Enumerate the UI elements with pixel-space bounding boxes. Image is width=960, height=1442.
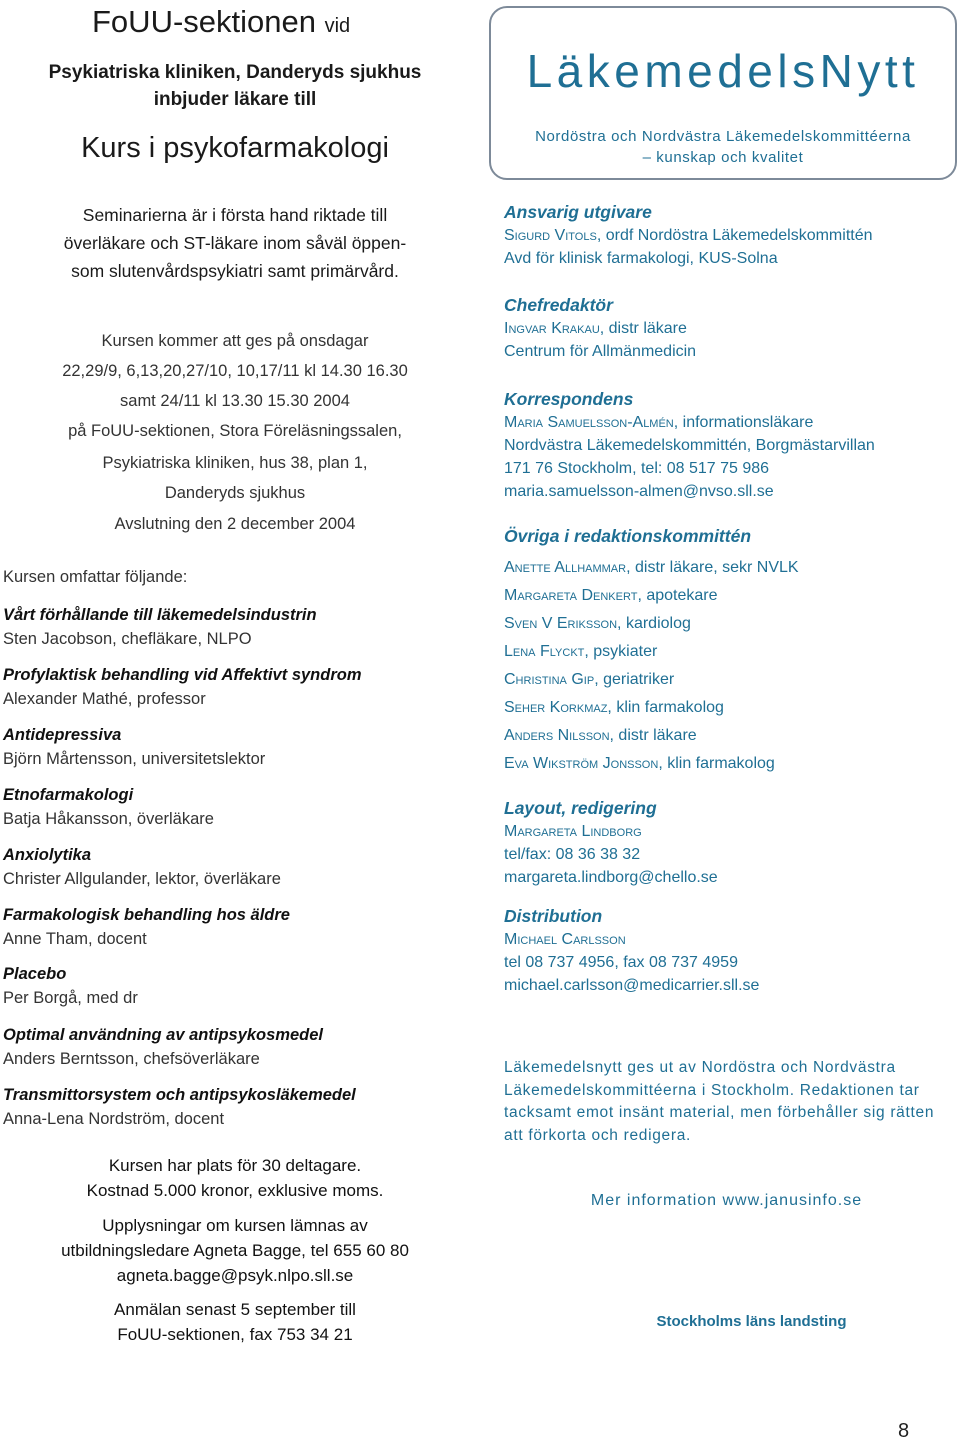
topic-title: Vårt förhållande till läkemedelsindustrin (3, 606, 317, 624)
masthead-subtitle-line-2: – kunskap och kvalitet (642, 149, 804, 166)
topic-item (3, 1023, 468, 1071)
member-role: , geriatriker (594, 671, 675, 688)
member-role: , kardiolog (617, 615, 691, 632)
person-role: , informationsläkare (673, 414, 814, 431)
topic-item (3, 663, 468, 711)
person-name: Michael Carlsson (504, 931, 626, 948)
topic-title: Farmakologisk behandling hos äldre (3, 906, 290, 924)
topic-title: Optimal användning av antipsykosmedel (3, 1026, 324, 1044)
topic-speaker: Björn Mårtensson, universitetslektor (3, 750, 266, 768)
section-redaktionskommitten (504, 524, 954, 778)
info-email: agneta.bagge@psyk.nlpo.sll.se (116, 1266, 354, 1285)
organizer-title (92, 4, 350, 40)
topic-speaker: Anna-Lena Nordström, docent (3, 1110, 225, 1128)
topic-title: Transmittorsystem och antipsykosläkemedel (3, 1086, 356, 1104)
section-chefredaktor (504, 293, 954, 363)
topic-speaker: Batja Håkansson, överläkare (3, 810, 214, 828)
schedule-line-2: 22,29/9, 6,13,20,27/10, 10,17/11 kl 14.30 16.30 (62, 362, 408, 380)
host-line-1: Psykiatriska kliniken, Danderyds sjukhus (48, 62, 422, 83)
info-line-1: Upplysningar om kursen lämnas av (102, 1216, 368, 1235)
committee-member (504, 750, 954, 778)
person-name: Maria Samuelsson-Almén (504, 414, 674, 431)
schedule-line-5: Psykiatriska kliniken, hus 38, plan 1, (102, 454, 368, 472)
member-role: , psykiater (584, 643, 658, 660)
topic-title: Anxiolytika (3, 846, 92, 864)
committee-member (504, 638, 954, 666)
schedule-line-4: på FoUU-sektionen, Stora Föreläsningssalen, (68, 422, 402, 440)
capacity-line-1: Kursen har plats för 30 deltagare. (108, 1156, 362, 1175)
publisher-name: Stockholms läns landsting (656, 1313, 847, 1330)
capacity-line-2: Kostnad 5.000 kronor, exklusive moms. (86, 1181, 384, 1200)
member-name: Christina Gip (504, 671, 595, 688)
schedule-line-7: Avslutning den 2 december 2004 (114, 515, 356, 533)
topic-item (3, 723, 468, 771)
schedule-line-3: samt 24/11 kl 13.30 15.30 2004 (120, 392, 350, 410)
committee-member (504, 582, 954, 610)
member-role: , distr läkare, sekr NVLK (626, 559, 799, 576)
person-role: , ordf Nordöstra Läkemedelskommittén (596, 227, 873, 244)
topic-speaker: Sten Jacobson, chefläkare, NLPO (3, 630, 252, 648)
email-link[interactable]: maria.samuelsson-almen@nvso.sll.se (504, 483, 774, 500)
topic-item (3, 962, 468, 1010)
email-link[interactable]: michael.carlsson@medicarrier.sll.se (504, 977, 760, 994)
page-number: 8 (898, 1420, 910, 1442)
person-name: Margareta Lindborg (504, 823, 642, 840)
person-name: Ingvar Krakau (504, 320, 600, 337)
topic-item (3, 783, 468, 831)
topic-item (3, 843, 468, 891)
topic-item (3, 1083, 468, 1131)
phone-line: tel/fax: 08 36 38 32 (504, 846, 641, 863)
organizer-title-suffix: vid (324, 15, 351, 37)
topic-title: Placebo (3, 965, 67, 983)
host-line-2: inbjuder läkare till (153, 89, 317, 110)
section-ansvarig-utgivare (504, 200, 954, 270)
section-heading: Layout, redigering (504, 798, 657, 818)
member-name: Sven V Eriksson (504, 615, 618, 632)
member-name: Lena Flyckt (504, 643, 585, 660)
section-distribution (504, 904, 954, 997)
committee-member (504, 554, 954, 582)
intro-line-1: Seminarierna är i första hand riktade till (82, 205, 388, 225)
masthead-subtitle-line-1: Nordöstra och Nordvästra Läkemedelskommittéerna (535, 128, 911, 145)
topic-speaker: Christer Allgulander, lektor, överläkare (3, 870, 281, 888)
section-heading: Ansvarig utgivare (504, 202, 652, 222)
section-korrespondens (504, 387, 954, 503)
signup-line-1: Anmälan senast 5 september till (114, 1300, 356, 1319)
committee-member (504, 694, 954, 722)
schedule-line-6: Danderyds sjukhus (164, 484, 306, 502)
member-role: , apotekare (637, 587, 718, 604)
member-role: , distr läkare (609, 727, 697, 744)
committee-member (504, 722, 954, 750)
person-affiliation: Avd för klinisk farmakologi, KUS-Solna (504, 250, 778, 267)
phone-line: 171 76 Stockholm, tel: 08 517 75 986 (504, 460, 770, 477)
more-info-link[interactable]: Mer information www.janusinfo.se (590, 1192, 863, 1209)
topic-speaker: Per Borgå, med dr (3, 989, 138, 1007)
member-role: , klin farmakolog (658, 755, 775, 772)
address-line: Nordvästra Läkemedelskommittén, Borgmästarvillan (504, 437, 875, 454)
person-affiliation: Centrum för Allmänmedicin (504, 343, 697, 360)
member-name: Margareta Denkert (504, 587, 638, 604)
topic-speaker: Anders Berntsson, chefsöverläkare (3, 1050, 260, 1068)
member-name: Anders Nilsson (504, 727, 610, 744)
topic-item (3, 903, 468, 951)
member-name: Anette Allhammar (504, 559, 627, 576)
schedule-line-1: Kursen kommer att ges på onsdagar (101, 332, 369, 350)
topic-item (3, 603, 468, 651)
email-link[interactable]: margareta.lindborg@chello.se (504, 869, 718, 886)
member-name: Eva Wikström Jonsson (504, 755, 659, 772)
masthead-subtitle (491, 126, 955, 168)
topic-title: Profylaktisk behandling vid Affektivt syndrom (3, 666, 362, 684)
committee-member (504, 666, 954, 694)
contents-heading: Kursen omfattar följande: (3, 568, 188, 586)
info-line-2: utbildningsledare Agneta Bagge, tel 655 60 80 (61, 1241, 409, 1260)
committee-member (504, 610, 954, 638)
phone-line: tel 08 737 4956, fax 08 737 4959 (504, 954, 738, 971)
person-role: , distr läkare (599, 320, 687, 337)
topic-speaker: Alexander Mathé, professor (3, 690, 206, 708)
section-heading: Distribution (504, 906, 603, 926)
topic-speaker: Anne Tham, docent (3, 930, 147, 948)
section-heading: Övriga i redaktionskommittén (504, 526, 752, 546)
intro-line-3: som slutenvårdspsykiatri samt primärvård. (71, 261, 399, 281)
section-layout-redigering (504, 796, 954, 889)
section-heading: Chefredaktör (504, 295, 613, 315)
signup-line-2: FoUU-sektionen, fax 753 34 21 (117, 1325, 353, 1344)
member-name: Seher Korkmaz (504, 699, 608, 716)
course-title: Kurs i psykofarmakologi (81, 132, 389, 164)
member-role: , klin farmakolog (607, 699, 724, 716)
masthead-title: LäkemedelsNytt (526, 45, 920, 97)
topic-title: Antidepressiva (3, 726, 122, 744)
topic-title: Etnofarmakologi (3, 786, 134, 804)
about-paragraph: Läkemedelsnytt ges ut av Nordöstra och Nordvästra Läkemedelskommittéerna i Stockholm. Redaktionen tar tacksamt emot insänt material, men förbehåller sig rätten att förkorta och redigera. (504, 1059, 935, 1144)
person-name: Sigurd Vitols (504, 227, 597, 244)
intro-line-2: överläkare och ST-läkare inom såväl öppen- (63, 233, 407, 253)
masthead-box (489, 6, 957, 180)
organizer-name: FoUU-sektionen (92, 4, 316, 39)
section-heading: Korrespondens (504, 389, 634, 409)
